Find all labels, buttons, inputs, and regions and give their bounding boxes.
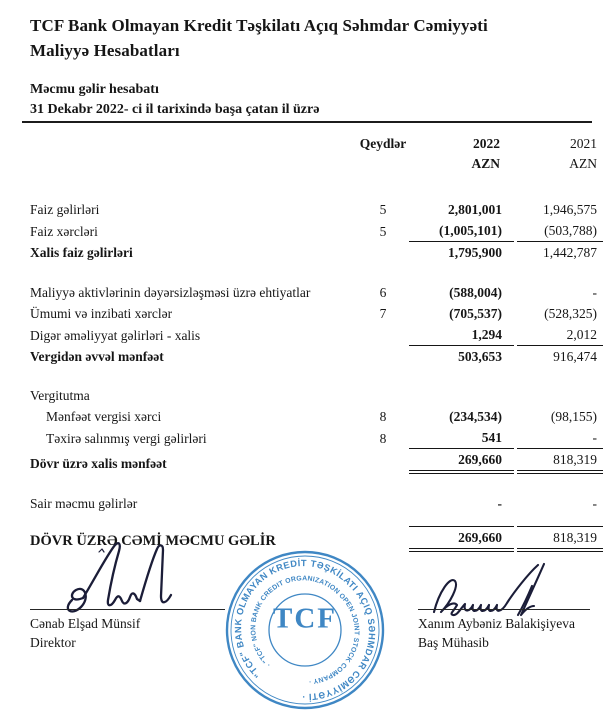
column-headers [30,134,603,174]
column-header-notes: Qeydlər [359,136,407,151]
table-row [30,427,603,449]
chief-accountant-name-title [418,614,575,652]
company-stamp-seal [222,547,388,713]
statement-heading [22,80,592,123]
row-note: 8 [379,431,387,446]
stamp-center-text: TCF [273,602,337,635]
currency-2021-label: AZN [569,156,597,171]
row-value-2022: 269,660 [409,449,514,474]
chief-accountant-name: Xanım Aybəniz Balakişiyeva [418,616,575,631]
row-value-2021: (98,155) [550,409,597,424]
row-value-2022: (705,537) [449,306,502,321]
row-spacer [30,514,603,526]
chief-accountant-title: Baş Mühasib [418,635,489,650]
row-label: Mənfəət vergisi xərci [46,409,162,424]
row-note: 5 [379,202,387,217]
row-value-2021: 2,012 [517,324,603,346]
stamp-outer-ring-text: "TCF" BANK OLMAYAN KREDİT TƏŞKİLATI AÇIQ SƏHMDAR CƏMİYYƏTİ · [233,558,377,702]
row-value-2022: - [497,496,502,511]
row-label: Faiz gəlirləri [30,202,100,217]
table-row [30,199,603,220]
row-value-2021: - [592,285,597,300]
stamp-inner-ring-text: · "TCF" NON BANK CREDIT ORGANIZATION OPEN JOINT STOCK COMPANY · [250,575,360,685]
row-spacer [30,263,603,282]
row-value-2021: (528,325) [544,306,597,321]
row-spacer [30,474,603,493]
row-note: 7 [379,306,387,321]
row-spacer [30,367,603,385]
statement-period: 31 Dekabr 2022- ci il tarixində başa çatan il üzrə [30,102,320,117]
director-signature-line [30,609,225,610]
table-row [30,406,603,427]
director-title: Direktor [30,635,76,650]
row-label: Xalis faiz gəlirləri [30,245,133,260]
row-value-2021: - [517,427,603,449]
row-note: 5 [379,224,387,239]
table-row [30,220,603,242]
row-label: Maliyyə aktivlərinin dəyərsizləşməsi üzrə ehtiyatlar [30,285,311,300]
statement-name: Məcmu gəlir hesabatı [30,82,159,97]
row-value-2022: (1,005,101) [409,220,514,242]
row-label: Sair məcmu gəlirlər [30,496,138,511]
year-2022-label: 2022 [473,136,500,151]
director-name: Cənab Elşad Münsif [30,616,141,631]
year-2021-label: 2021 [570,136,597,151]
table-row [30,346,603,367]
table-row [30,449,603,474]
chief-accountant-signature [426,560,576,620]
document-type: Maliyyə Hesabatları [30,41,180,60]
row-label: DÖVR ÜZRƏ CƏMİ MƏCMU GƏLİR [30,533,276,549]
table-row [30,324,603,346]
table-row [30,385,603,406]
row-value-2022: 541 [409,427,514,449]
row-value-2021: 818,319 [517,449,603,474]
table-row [30,303,603,324]
row-value-2021: 1,442,787 [543,245,597,260]
row-label: Vergitutma [30,388,90,403]
row-label: Digər əməliyyat gəlirləri - xalis [30,328,201,343]
chief-accountant-signature-line [418,609,590,610]
row-value-2021: (503,788) [517,220,603,242]
row-label: Faiz xərcləri [30,224,98,239]
row-value-2022: 503,653 [458,349,502,364]
row-label: Vergidən əvvəl mənfəət [30,349,164,364]
column-header-2022 [409,134,514,174]
row-value-2022: 1,294 [409,324,514,346]
director-signature [58,540,208,624]
row-label: Təxirə salınmış vergi gəlirləri [46,431,207,446]
currency-2022-label: AZN [471,156,500,171]
row-value-2022: 2,801,001 [448,202,502,217]
column-header-2021 [517,134,603,174]
table-row [30,493,603,514]
row-value-2022: 269,660 [409,526,514,552]
row-value-2021: 1,946,575 [543,202,597,217]
row-note: 6 [379,285,387,300]
director-name-title [30,614,140,652]
row-label: Dövr üzrə xalis mənfəət [30,456,167,471]
row-note: 8 [379,409,387,424]
company-name: TCF Bank Olmayan Kredit Təşkilatı Açıq Səhmdar Cəmiyyəti [30,16,488,35]
table-row [30,282,603,303]
row-value-2022: 1,795,900 [448,245,502,260]
document-title [30,13,603,63]
row-label: Ümumi və inzibati xərclər [30,306,173,321]
row-value-2021: 916,474 [553,349,597,364]
statement-rows [30,199,603,552]
company-stamp [222,547,388,713]
signatures-footer [0,546,610,712]
row-value-2021: - [592,496,597,511]
row-value-2022: (234,534) [449,409,502,424]
chief-accountant-signature-block [418,546,590,656]
row-value-2022: (588,004) [449,285,502,300]
director-signature-block [30,546,225,656]
table-row [30,242,603,263]
row-value-2021: 818,319 [517,526,603,552]
